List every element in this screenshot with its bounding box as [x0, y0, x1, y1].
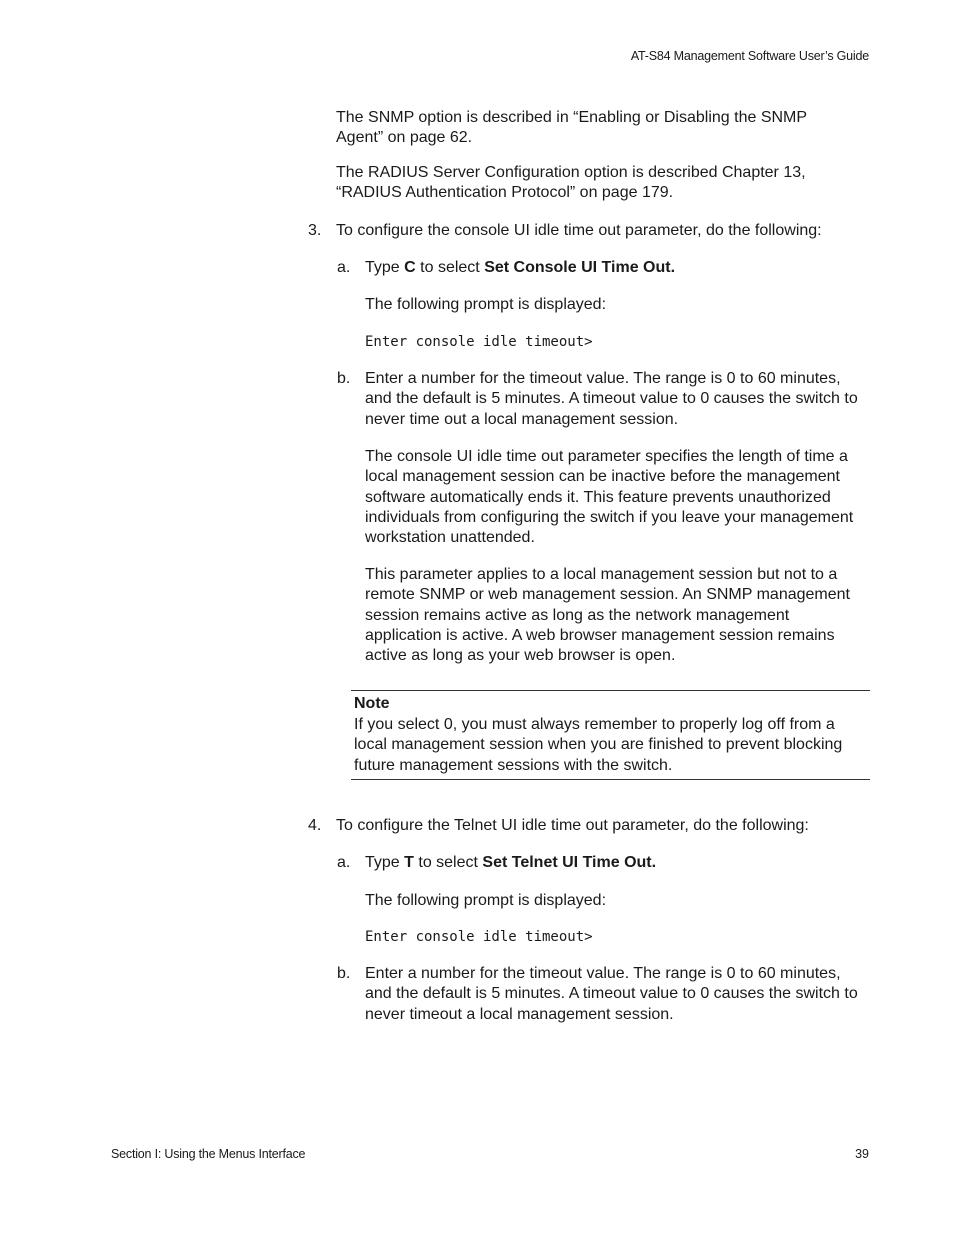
- snmp-paragraph: The SNMP option is described in “Enabling or Disabling the SNMP Agent” on page 62.: [336, 109, 807, 147]
- step-3b-text-3: This parameter applies to a local management session but not to a remote SNMP or web management session. An SNMP management session remains active as long as the network management application is active. A web browser management session remains active as long as your web browser is open.: [365, 566, 850, 665]
- note-title: Note: [354, 695, 390, 712]
- option-set-console-ui-time-out: Set Console UI Time Out.: [484, 259, 676, 276]
- option-set-telnet-ui-time-out: Set Telnet UI Time Out.: [482, 854, 657, 871]
- footer-section: Section I: Using the Menus Interface: [111, 1147, 306, 1161]
- step-3-text: To configure the console UI idle time out parameter, do the following:: [336, 222, 822, 239]
- step-4b-letter: b.: [337, 965, 351, 982]
- step-4a-letter: a.: [337, 854, 351, 871]
- page-number: 39: [855, 1147, 869, 1161]
- running-header: AT-S84 Management Software User’s Guide: [630, 49, 869, 63]
- key-t: T: [404, 854, 414, 871]
- radius-paragraph: The RADIUS Server Configuration option is described Chapter 13, “RADIUS Authentication Protocol” on page 179.: [336, 164, 806, 202]
- step-3b-text-1: Enter a number for the timeout value. The range is 0 to 60 minutes, and the default is 5 minutes. A timeout value to 0 causes the switch to never time out a local management session.: [365, 370, 858, 428]
- step-4-text: To configure the Telnet UI idle time out parameter, do the following:: [336, 817, 809, 834]
- step-3a-prompt-label: The following prompt is displayed:: [365, 296, 607, 313]
- step-4a-text: Type T to select Set Telnet UI Time Out.: [365, 854, 657, 871]
- step-4b-text-1: Enter a number for the timeout value. The range is 0 to 60 minutes, and the default is 5 minutes. A timeout value to 0 causes the switch to never timeout a local management session.: [365, 965, 858, 1023]
- note-text: If you select 0, you must always remember to properly log off from a local management session when you are finished to prevent blocking future management sessions with the switch.: [354, 716, 843, 774]
- step-3b-letter: b.: [337, 370, 351, 387]
- step-3a-letter: a.: [337, 259, 351, 276]
- step-3a-text: Type C to select Set Console UI Time Out.: [365, 259, 676, 276]
- key-c: C: [404, 259, 416, 276]
- step-3a-prompt: Enter console idle timeout>: [365, 334, 593, 350]
- step-4a-prompt-label: The following prompt is displayed:: [365, 892, 607, 909]
- step-3-number: 3.: [308, 222, 322, 239]
- note-bottom-rule: [351, 779, 870, 780]
- step-4a-prompt: Enter console idle timeout>: [365, 929, 593, 945]
- step-4-number: 4.: [308, 817, 322, 834]
- step-3b-text-2: The console UI idle time out parameter specifies the length of time a local management session can be inactive before the management software automatically ends it. This feature prevents unauthorized individuals from configuring the switch if you leave your management workstation unattended.: [365, 448, 854, 547]
- note-top-rule: [351, 690, 870, 691]
